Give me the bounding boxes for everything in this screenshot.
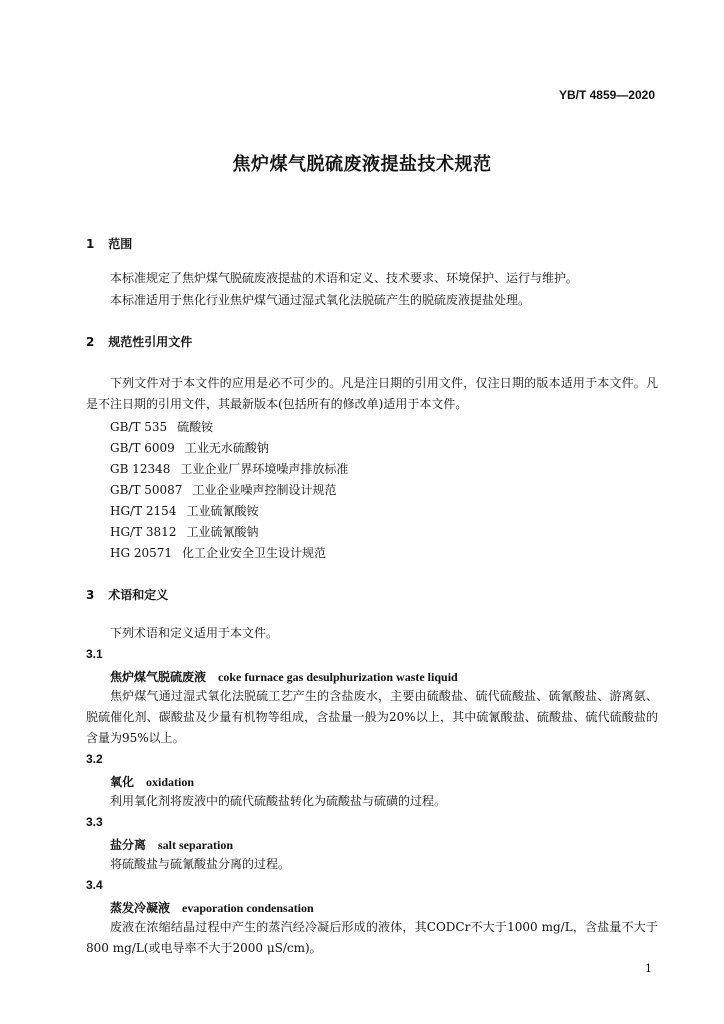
section-2-heading: [86, 333, 192, 350]
term-heading: [110, 836, 233, 853]
standard-number: YB/T 4859—2020: [558, 88, 655, 102]
term-en: evaporation condensation: [182, 901, 314, 915]
term-zh: 氧化: [110, 775, 135, 789]
paragraph: 本标准规定了焦炉煤气脱硫废液提盐的术语和定义、技术要求、环境保护、运行与维护。: [110, 271, 579, 285]
term-number: 3.1: [86, 647, 103, 661]
section-title: 规范性引用文件: [108, 335, 193, 349]
term-zh: 蒸发冷凝液: [110, 901, 171, 915]
term-heading: [110, 773, 194, 790]
paragraph: 下列术语和定义适用于本文件。: [110, 626, 279, 640]
paragraph: 下列文件对于本文件的应用是必不可少的。凡是注日期的引用文件，仅注日期的版本适用于本文件。凡是不注日期的引用文件，其最新版本(包括所有的修改单)适用于本文件。: [86, 376, 658, 411]
section-1-heading: [86, 235, 132, 252]
term-number: 3.4: [86, 878, 103, 892]
reference-item: [110, 418, 213, 435]
term-en: salt separation: [158, 838, 234, 852]
reference-item: [110, 460, 348, 477]
paragraph: 本标准适用于焦化行业焦炉煤气通过湿式氧化法脱硫产生的脱硫废液提盐处理。: [110, 293, 531, 307]
section-number: 1: [86, 237, 95, 251]
term-en: oxidation: [146, 775, 195, 789]
term-heading: [110, 899, 314, 916]
term-zh: 焦炉煤气脱硫废液: [110, 670, 207, 684]
reference-item: [110, 481, 336, 498]
reference-item: [110, 439, 269, 456]
term-heading: [110, 668, 458, 685]
reference-title: 硫酸铵: [177, 420, 214, 434]
reference-title: 工业无水硫酸钠: [184, 441, 269, 455]
reference-code: HG 20571: [110, 546, 173, 560]
section-3-heading: [86, 586, 168, 603]
reference-title: 化工企业安全卫生设计规范: [182, 546, 327, 560]
reference-title: 工业硫氰酸钠: [186, 525, 259, 539]
section-title: 范围: [108, 237, 133, 251]
term-definition: 将硫酸盐与硫氰酸盐分离的过程。: [110, 857, 291, 871]
section-title: 术语和定义: [108, 588, 169, 602]
reference-code: GB/T 6009: [110, 441, 175, 455]
term-en: coke furnace gas desulphurization waste liquid: [218, 670, 458, 684]
term-definition: 利用氧化剂将废液中的硫代硫酸盐转化为硫酸盐与硫磺的过程。: [110, 794, 447, 808]
reference-code: GB 12348: [110, 462, 171, 476]
reference-title: 工业企业厂界环境噪声排放标准: [180, 462, 349, 476]
section-number: 3: [86, 588, 95, 602]
reference-item: [110, 523, 258, 540]
term-definition: 焦炉煤气通过湿式氧化法脱硫工艺产生的含盐废水，主要由硫酸盐、硫代硫酸盐、硫氰酸盐、游离氨、脱硫催化剂、碳酸盐及少量有机物等组成，含盐量一般为20%以上，其中硫氰酸盐、硫酸盐、硫代硫酸盐的含量为95%以上。: [86, 689, 658, 745]
document-title: 焦炉煤气脱硫废液提盐技术规范: [232, 154, 492, 175]
reference-title: 工业硫氰酸铵: [186, 504, 259, 518]
reference-code: GB/T 535: [110, 420, 168, 434]
section-number: 2: [86, 335, 95, 349]
term-definition: 废液在浓缩结晶过程中产生的蒸汽经冷凝后形成的液体，其CODCr不大于1000 mg/L，含盐量不大于800 mg/L(或电导率不大于2000 μS/cm)。: [86, 920, 658, 955]
reference-code: HG/T 3812: [110, 525, 177, 539]
reference-item: [110, 544, 326, 561]
reference-code: GB/T 50087: [110, 483, 183, 497]
page-number: 1: [645, 962, 652, 975]
term-zh: 盐分离: [110, 838, 147, 852]
term-number: 3.3: [86, 815, 103, 829]
reference-title: 工业企业噪声控制设计规范: [192, 483, 337, 497]
reference-item: [110, 502, 258, 519]
term-number: 3.2: [86, 752, 103, 766]
reference-code: HG/T 2154: [110, 504, 177, 518]
